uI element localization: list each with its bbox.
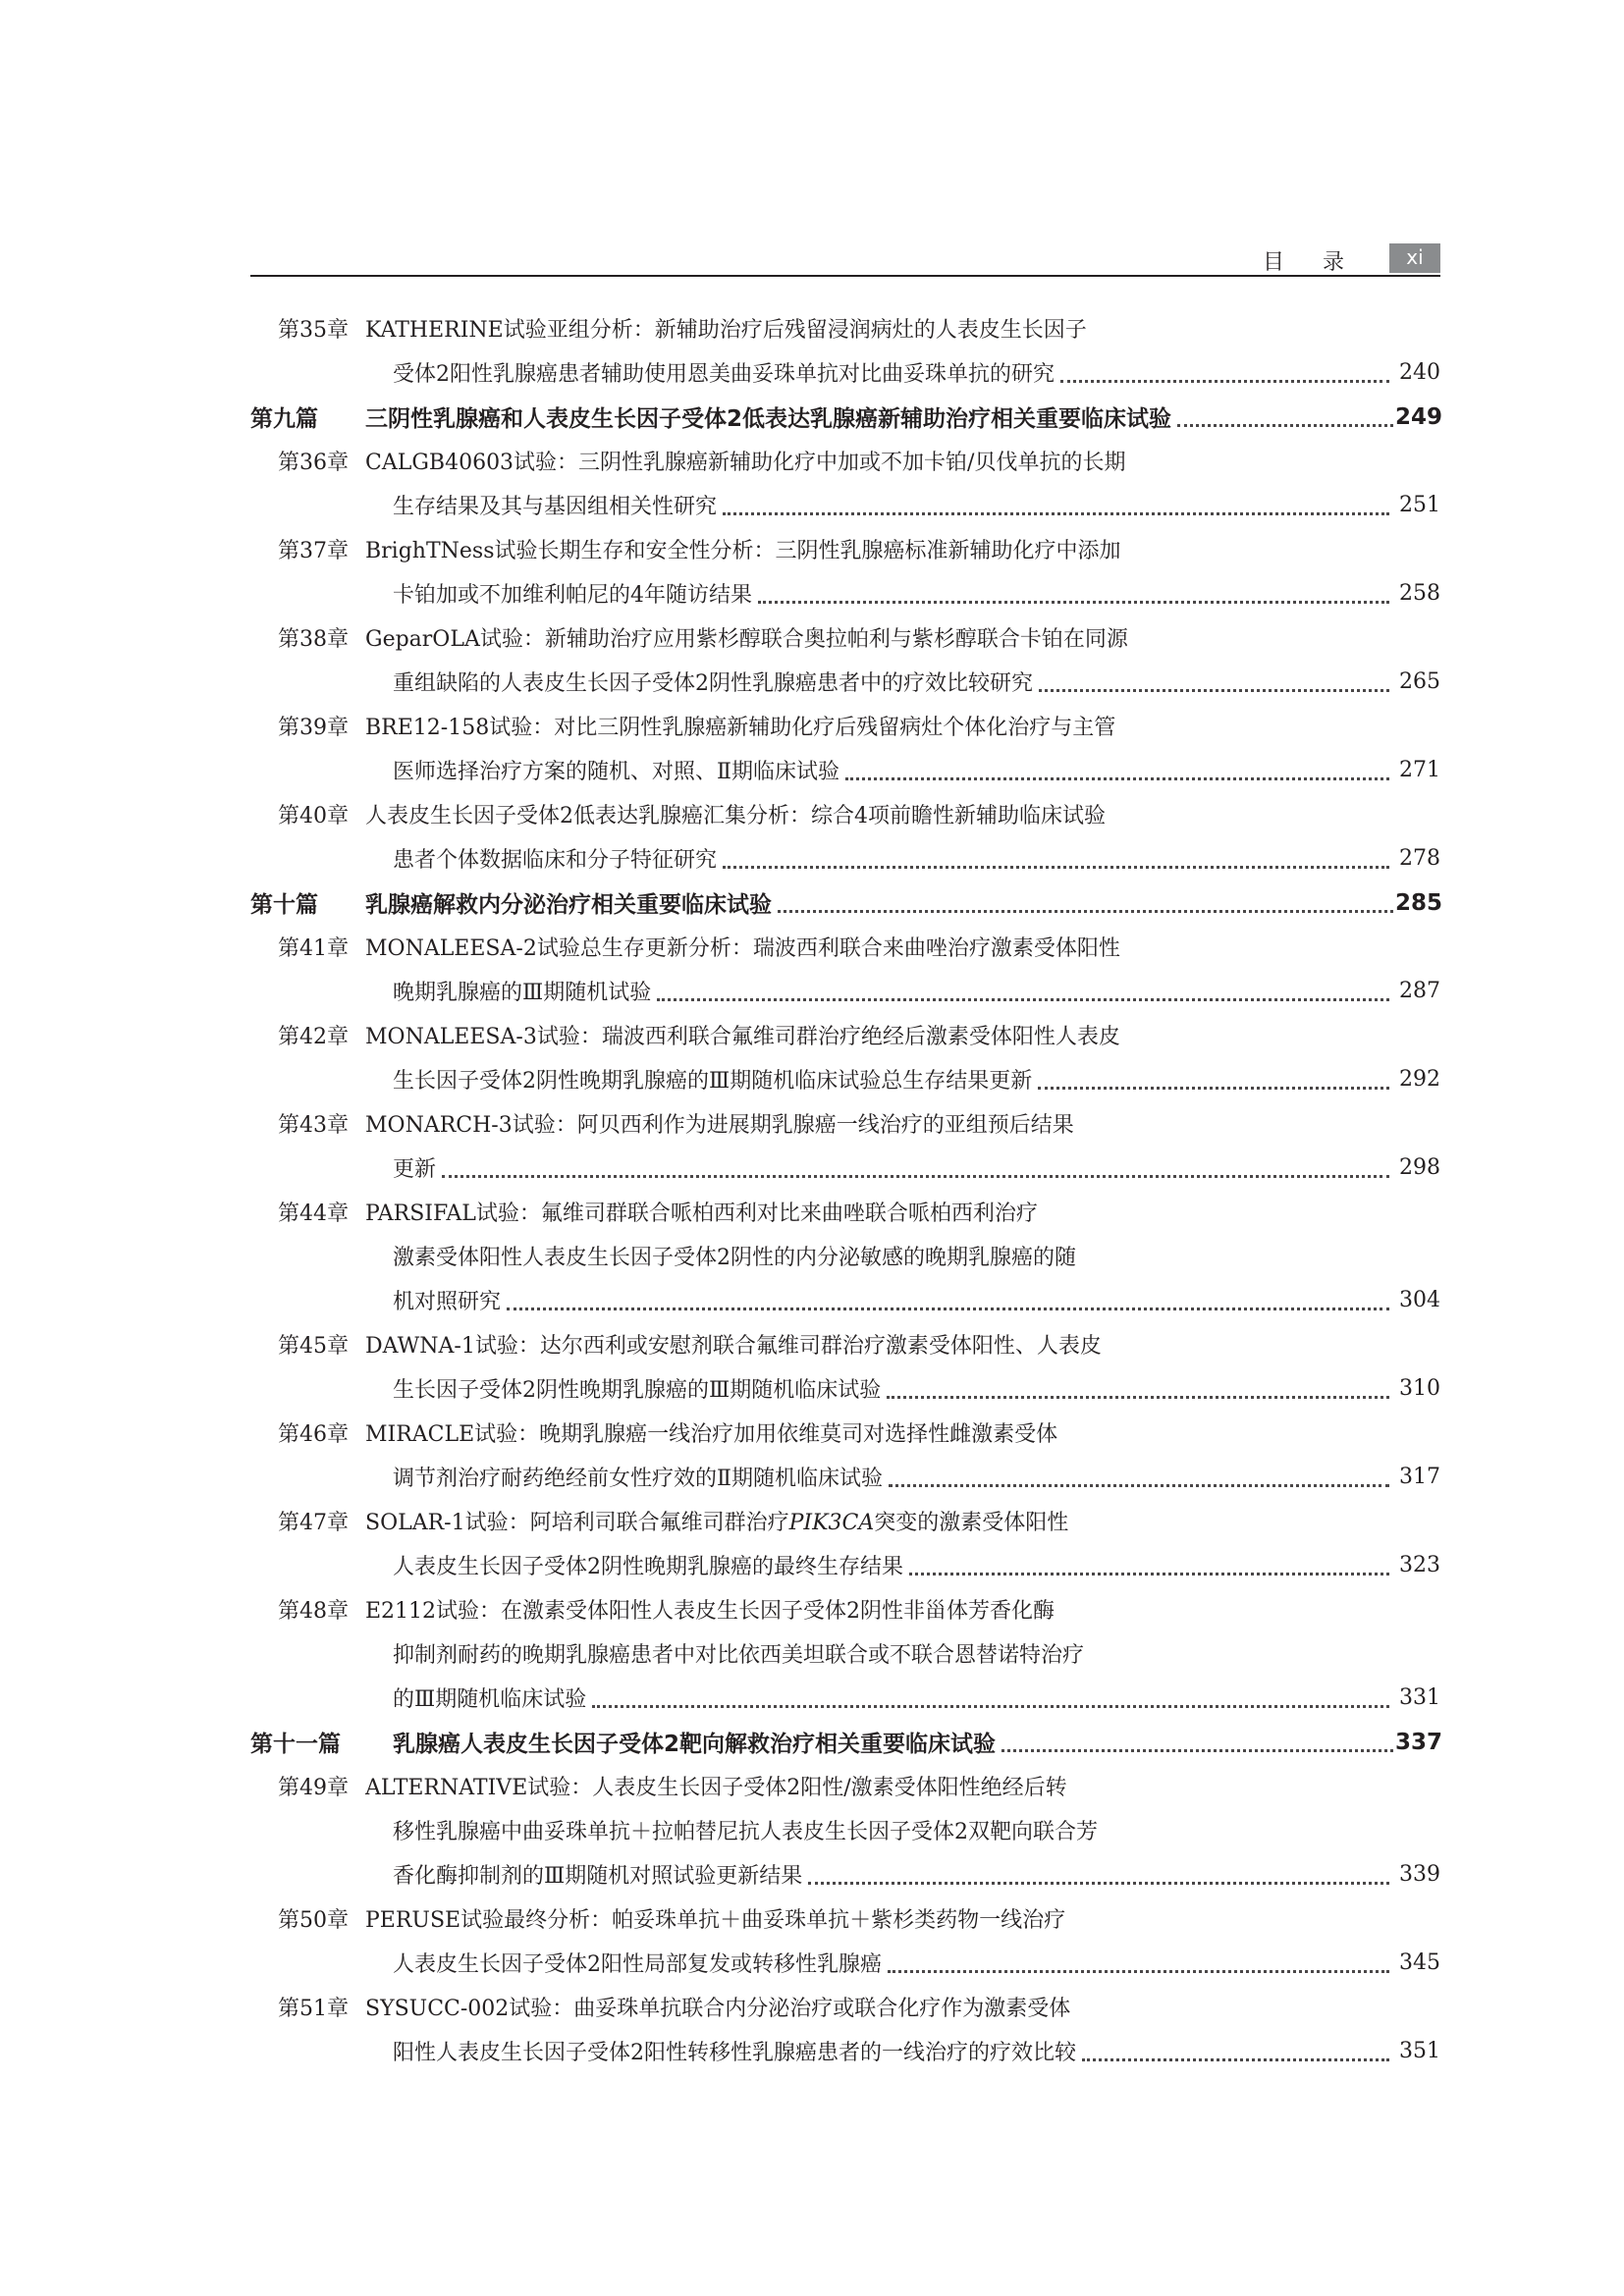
toc-chapter[interactable] bbox=[250, 1190, 1440, 1322]
toc-line bbox=[250, 615, 1440, 660]
toc-line bbox=[250, 748, 1440, 792]
page-number: 285 bbox=[1395, 889, 1443, 916]
entry-title-line: BrighTNess试验长期生存和安全性分析：三阴性乳腺癌标准新辅助化疗中添加 bbox=[365, 539, 1121, 563]
toc-line bbox=[250, 881, 1443, 925]
entry-title-line: PARSIFAL试验：氟维司群联合哌柏西利对比来曲唑联合哌柏西利治疗 bbox=[365, 1201, 1038, 1226]
page-number: 240 bbox=[1399, 360, 1440, 385]
toc-line bbox=[250, 1190, 1440, 1234]
toc-line bbox=[250, 925, 1440, 969]
leader-dots bbox=[442, 1154, 1389, 1178]
toc-chapter[interactable] bbox=[250, 1587, 1440, 1720]
entry-title-line: 的Ⅲ期随机临床试验 bbox=[393, 1687, 587, 1712]
chapter-label: 第41章 bbox=[278, 936, 349, 961]
entry-title-line: 卡铂加或不加维利帕尼的4年随访结果 bbox=[393, 583, 752, 608]
leader-dots bbox=[758, 580, 1389, 604]
entry-title-line: MIRACLE试验：晚期乳腺癌一线治疗加用依维莫司对选择性雌激素受体 bbox=[365, 1422, 1058, 1447]
section-title: 目 录 bbox=[1263, 250, 1360, 275]
toc-chapter[interactable] bbox=[250, 1499, 1440, 1587]
entry-title-line: 机对照研究 bbox=[393, 1290, 502, 1314]
entry-title-line: 人表皮生长因子受体2低表达乳腺癌汇集分析：综合4项前瞻性新辅助临床试验 bbox=[365, 804, 1106, 828]
chapter-label: 第47章 bbox=[278, 1511, 349, 1535]
toc-line bbox=[250, 1985, 1440, 2029]
chapter-label: 第39章 bbox=[278, 716, 349, 740]
entry-title-line: 生长因子受体2阴性晚期乳腺癌的Ⅲ期随机临床试验 bbox=[393, 1378, 882, 1403]
entry-title-line: 生存结果及其与基因组相关性研究 bbox=[393, 495, 718, 519]
entry-title-line: 移性乳腺癌中曲妥珠单抗＋拉帕替尼抗人表皮生长因子受体2双靶向联合芳 bbox=[393, 1820, 1098, 1844]
toc-line bbox=[250, 1234, 1440, 1278]
toc-chapter[interactable] bbox=[250, 1896, 1440, 1985]
toc-chapter[interactable] bbox=[250, 1411, 1440, 1499]
leader-dots bbox=[888, 1949, 1389, 1973]
toc-part[interactable] bbox=[250, 395, 1443, 439]
page-number: 337 bbox=[1395, 1729, 1443, 1755]
leader-dots bbox=[1082, 2038, 1389, 2061]
toc-chapter[interactable] bbox=[250, 792, 1440, 881]
chapter-label: 第38章 bbox=[278, 627, 349, 652]
toc-line bbox=[250, 571, 1440, 615]
gene-name: PIK3CA bbox=[788, 1511, 875, 1535]
chapter-label: 第51章 bbox=[278, 1997, 349, 2021]
entry-title-line: DAWNA-1试验：达尔西利或安慰剂联合氟维司群治疗激素受体阳性、人表皮 bbox=[365, 1334, 1102, 1359]
page-number: 317 bbox=[1399, 1465, 1440, 1489]
toc-chapter[interactable] bbox=[250, 1322, 1440, 1411]
entry-title-line: 受体2阳性乳腺癌患者辅助使用恩美曲妥珠单抗对比曲妥珠单抗的研究 bbox=[393, 362, 1055, 387]
toc-chapter[interactable] bbox=[250, 1764, 1440, 1896]
page-number: 265 bbox=[1399, 669, 1440, 694]
leader-dots bbox=[657, 978, 1389, 1001]
toc-line bbox=[250, 1764, 1440, 1808]
entry-title-line: SOLAR-1试验：阿培利司联合氟维司群治疗PIK3CA突变的激素受体阳性 bbox=[365, 1511, 1069, 1535]
chapter-label: 第40章 bbox=[278, 804, 349, 828]
toc-line bbox=[250, 1720, 1443, 1764]
page-number: 345 bbox=[1399, 1950, 1440, 1975]
page-number: 339 bbox=[1399, 1862, 1440, 1887]
entry-title-line: 晚期乳腺癌的Ⅲ期随机试验 bbox=[393, 981, 652, 1005]
toc-line bbox=[250, 395, 1443, 439]
entry-title-line: 三阴性乳腺癌和人表皮生长因子受体2低表达乳腺癌新辅助治疗相关重要临床试验 bbox=[365, 406, 1172, 432]
toc-line bbox=[250, 1676, 1440, 1720]
chapter-label: 第36章 bbox=[278, 451, 349, 475]
toc-line bbox=[250, 1322, 1440, 1366]
toc-chapter[interactable] bbox=[250, 925, 1440, 1013]
leader-dots bbox=[909, 1552, 1389, 1575]
toc-line bbox=[250, 1455, 1440, 1499]
entry-title-line: PERUSE试验最终分析：帕妥珠单抗＋曲妥珠单抗＋紫杉类药物一线治疗 bbox=[365, 1908, 1066, 1933]
toc-line bbox=[250, 350, 1440, 395]
entry-title-line: 患者个体数据临床和分子特征研究 bbox=[393, 848, 718, 873]
entry-title-line: 抑制剂耐药的晚期乳腺癌患者中对比依西美坦联合或不联合恩替诺特治疗 bbox=[393, 1643, 1085, 1668]
toc-chapter[interactable] bbox=[250, 527, 1440, 615]
entry-title-line: 阳性人表皮生长因子受体2阳性转移性乳腺癌患者的一线治疗的疗效比较 bbox=[393, 2041, 1076, 2065]
leader-dots bbox=[887, 1375, 1389, 1399]
toc-line bbox=[250, 1499, 1440, 1543]
toc-line bbox=[250, 527, 1440, 571]
table-of-contents bbox=[250, 306, 1443, 2073]
entry-title-line: CALGB40603试验：三阴性乳腺癌新辅助化疗中加或不加卡铂/贝伐单抗的长期 bbox=[365, 451, 1126, 475]
toc-line bbox=[250, 1411, 1440, 1455]
page-number: 304 bbox=[1399, 1288, 1440, 1312]
page-number: 278 bbox=[1399, 846, 1440, 871]
leader-dots bbox=[1039, 668, 1389, 692]
leader-dots bbox=[808, 1861, 1389, 1885]
page-number: 251 bbox=[1399, 493, 1440, 517]
entry-title-line: KATHERINE试验亚组分析：新辅助治疗后残留浸润病灶的人表皮生长因子 bbox=[365, 318, 1087, 343]
entry-title-line: E2112试验：在激素受体阳性人表皮生长因子受体2阴性非甾体芳香化酶 bbox=[365, 1599, 1056, 1624]
chapter-label: 第43章 bbox=[278, 1113, 349, 1138]
toc-chapter[interactable] bbox=[250, 306, 1440, 395]
toc-line bbox=[250, 1941, 1440, 1985]
part-label: 第十一篇 bbox=[250, 1732, 341, 1757]
part-label: 第十篇 bbox=[250, 892, 318, 918]
page-number: 351 bbox=[1399, 2039, 1440, 2063]
chapter-label: 第44章 bbox=[278, 1201, 349, 1226]
toc-chapter[interactable] bbox=[250, 1013, 1440, 1101]
toc-chapter[interactable] bbox=[250, 615, 1440, 704]
entry-title-line: MONALEESA-2试验总生存更新分析：瑞波西利联合来曲唑治疗激素受体阳性 bbox=[365, 936, 1120, 961]
leader-dots bbox=[1038, 1066, 1389, 1090]
page-number: 292 bbox=[1399, 1067, 1440, 1092]
page-number: 249 bbox=[1395, 403, 1443, 430]
toc-line bbox=[250, 1852, 1440, 1896]
toc-part[interactable] bbox=[250, 881, 1443, 925]
leader-dots bbox=[723, 492, 1389, 515]
page-number: 271 bbox=[1399, 758, 1440, 782]
chapter-label: 第46章 bbox=[278, 1422, 349, 1447]
chapter-label: 第35章 bbox=[278, 318, 349, 343]
entry-title-line: 香化酶抑制剂的Ⅲ期随机对照试验更新结果 bbox=[393, 1864, 803, 1889]
running-header bbox=[250, 241, 1440, 277]
leader-dots bbox=[889, 1464, 1389, 1487]
part-label: 第九篇 bbox=[250, 406, 318, 432]
entry-title-line: 生长因子受体2阴性晚期乳腺癌的Ⅲ期随机临床试验总生存结果更新 bbox=[393, 1069, 1033, 1094]
page-number: 310 bbox=[1399, 1376, 1440, 1401]
leader-dots bbox=[778, 889, 1393, 913]
page-number: 323 bbox=[1399, 1553, 1440, 1577]
toc-line bbox=[250, 2029, 1440, 2073]
page-number: 258 bbox=[1399, 581, 1440, 606]
leader-dots bbox=[1177, 403, 1393, 427]
entry-title-line: 重组缺陷的人表皮生长因子受体2阴性乳腺癌患者中的疗效比较研究 bbox=[393, 671, 1033, 696]
toc-chapter[interactable] bbox=[250, 704, 1440, 792]
toc-chapter[interactable] bbox=[250, 439, 1440, 527]
leader-dots bbox=[845, 757, 1389, 780]
toc-line bbox=[250, 1587, 1440, 1631]
toc-line bbox=[250, 439, 1440, 483]
page-number-badge: xi bbox=[1389, 243, 1440, 273]
entry-title-line: 更新 bbox=[393, 1157, 437, 1182]
entry-title-line: 激素受体阳性人表皮生长因子受体2阴性的内分泌敏感的晚期乳腺癌的随 bbox=[393, 1246, 1076, 1270]
entry-title-line: MONALEESA-3试验：瑞波西利联合氟维司群治疗绝经后激素受体阳性人表皮 bbox=[365, 1025, 1120, 1049]
entry-title-line: 人表皮生长因子受体2阴性晚期乳腺癌的最终生存结果 bbox=[393, 1555, 903, 1579]
leader-dots bbox=[507, 1287, 1389, 1310]
toc-line bbox=[250, 1013, 1440, 1057]
entry-title-line: MONARCH-3试验：阿贝西利作为进展期乳腺癌一线治疗的亚组预后结果 bbox=[365, 1113, 1074, 1138]
toc-chapter[interactable] bbox=[250, 1985, 1440, 2073]
toc-line bbox=[250, 1808, 1440, 1852]
entry-title-line: 乳腺癌人表皮生长因子受体2靶向解救治疗相关重要临床试验 bbox=[393, 1732, 997, 1757]
entry-title-line: ALTERNATIVE试验：人表皮生长因子受体2阳性/激素受体阳性绝经后转 bbox=[365, 1776, 1067, 1800]
leader-dots bbox=[1001, 1729, 1393, 1752]
toc-line bbox=[250, 704, 1440, 748]
chapter-label: 第37章 bbox=[278, 539, 349, 563]
page-number: 287 bbox=[1399, 979, 1440, 1003]
toc-line bbox=[250, 969, 1440, 1013]
toc-line bbox=[250, 1543, 1440, 1587]
toc-line bbox=[250, 1057, 1440, 1101]
entry-title-line: SYSUCC-002试验：曲妥珠单抗联合内分泌治疗或联合化疗作为激素受体 bbox=[365, 1997, 1071, 2021]
toc-line bbox=[250, 483, 1440, 527]
toc-line bbox=[250, 1101, 1440, 1146]
toc-line bbox=[250, 1366, 1440, 1411]
chapter-label: 第48章 bbox=[278, 1599, 349, 1624]
entry-title-line: 人表皮生长因子受体2阳性局部复发或转移性乳腺癌 bbox=[393, 1952, 882, 1977]
entry-title-line: 乳腺癌解救内分泌治疗相关重要临床试验 bbox=[365, 892, 772, 918]
toc-chapter[interactable] bbox=[250, 1101, 1440, 1190]
entry-title-line: BRE12-158试验：对比三阴性乳腺癌新辅助化疗后残留病灶个体化治疗与主管 bbox=[365, 716, 1116, 740]
chapter-label: 第50章 bbox=[278, 1908, 349, 1933]
toc-line bbox=[250, 1278, 1440, 1322]
toc-line bbox=[250, 1146, 1440, 1190]
entry-title-line: GeparOLA试验：新辅助治疗应用紫杉醇联合奥拉帕利与紫杉醇联合卡铂在同源 bbox=[365, 627, 1128, 652]
toc-line bbox=[250, 836, 1440, 881]
toc-line bbox=[250, 792, 1440, 836]
toc-line bbox=[250, 660, 1440, 704]
leader-dots bbox=[723, 845, 1389, 869]
page-number: 298 bbox=[1399, 1155, 1440, 1180]
toc-line bbox=[250, 1631, 1440, 1676]
chapter-label: 第49章 bbox=[278, 1776, 349, 1800]
chapter-label: 第45章 bbox=[278, 1334, 349, 1359]
toc-line bbox=[250, 306, 1440, 350]
leader-dots bbox=[592, 1684, 1389, 1708]
entry-title-line: 调节剂治疗耐药绝经前女性疗效的Ⅱ期随机临床试验 bbox=[393, 1467, 883, 1491]
chapter-label: 第42章 bbox=[278, 1025, 349, 1049]
toc-line bbox=[250, 1896, 1440, 1941]
entry-title-line: 医师选择治疗方案的随机、对照、Ⅱ期临床试验 bbox=[393, 760, 839, 784]
page-number: 331 bbox=[1399, 1685, 1440, 1710]
toc-part[interactable] bbox=[250, 1720, 1443, 1764]
leader-dots bbox=[1060, 359, 1389, 383]
